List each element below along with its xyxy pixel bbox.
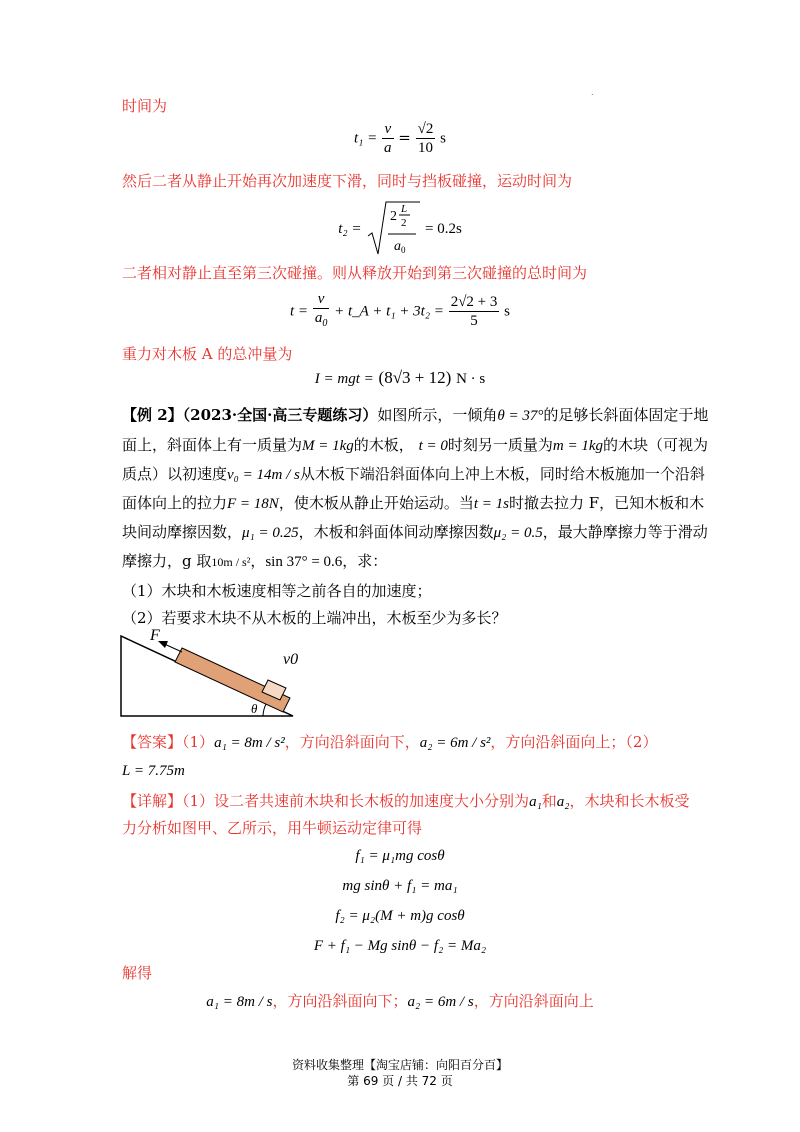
example-line-4: 面体向上的拉力F = 18N，使木板从静止开始运动。当t = 1s时撤去拉力 F，已知木板和木: [122, 494, 705, 512]
text-gravity-impulse: 重力对木板 A 的总冲量为: [122, 345, 293, 363]
equation-impulse: I = mgt = (8√3 + 12) N · s: [314, 368, 486, 387]
text-time-is: 时间为: [122, 97, 168, 115]
footer-page-number: 第 69 页 / 共 72 页: [347, 1074, 453, 1088]
text-then-slide: 然后二者从静止开始再次加速度下滑，同时与挡板碰撞，运动时间为: [122, 172, 573, 190]
svg-text:L: L: [401, 203, 408, 215]
svg-text:2: 2: [390, 209, 398, 224]
footer-source: 资料收集整理【淘宝店铺：向阳百分百】: [291, 1058, 508, 1072]
solution-line: a₁ = 8m / s，方向沿斜面向下；a₂ = 6m / s，方向沿斜面向上: [206, 992, 594, 1010]
equation-total-time: t = $\frac{v}{a_0}$ + t_A + t₁ + 3t₂ = $\frac{2√2 + 3}{5}$ s: [289, 291, 511, 329]
example-line-6: 摩擦力，g 取10m / s²，sin 37° = 0.6，求：: [122, 552, 388, 570]
equation-f2: f₂ = μ₂(M + m)g cosθ: [335, 908, 465, 924]
text-solve: 解得: [122, 964, 153, 982]
equation-f1: f₁ = μ₁mg cosθ: [355, 848, 445, 864]
angle-arc: [263, 704, 266, 716]
detail-line-2: 力分析如图甲、乙所示，用牛顿运动定律可得: [122, 819, 423, 837]
question-1: （1）木块和木板速度相等之前各自的加速度；: [122, 582, 432, 600]
board: [175, 648, 290, 712]
answer-line: 【答案】（1）a₁ = 8m / s²，方向沿斜面向下，a₂ = 6m / s²，方向沿斜面向上；（2）: [122, 733, 658, 751]
equation-newton-board: F + f₁ − Mg sinθ − f₂ = Ma₂: [313, 938, 487, 954]
label-theta: θ: [251, 701, 258, 716]
detail-line-1: 【详解】（1）设二者共速前木块和长木板的加速度大小分别为a₁和a₂，木块和长木板受: [122, 792, 690, 810]
equation-t2: t₂ = 2 L 2 $a_0$ = 0.2s: [0, 200, 800, 258]
sqrt-fraction: [366, 200, 420, 258]
label-v0: v0: [283, 651, 299, 668]
text-relative-rest: 二者相对静止直至第三次碰撞。则从释放开始到第三次碰撞的总时间为: [122, 264, 588, 282]
question-2: （2）若要求木块不从木板的上端冲出，木板至少为多长？: [122, 609, 507, 627]
example-line-5: 块间动摩擦因数，μ₁ = 0.25，木板和斜面体间动摩擦因数μ₂ = 0.5，最大静摩擦力等于滑动: [122, 523, 708, 541]
svg-text:2: 2: [401, 217, 407, 229]
example-line-2: 面上，斜面体上有一质量为M = 1kg的木板， t = 0时刻另一质量为m = 1kg的木块（可视为: [122, 436, 709, 454]
incline-figure: [118, 628, 302, 720]
label-F: F: [150, 628, 160, 644]
example-line-3: 质点）以初速度v₀ = 14m / s从木板下端沿斜面体向上冲上木板，同时给木板施加一个沿斜: [122, 465, 705, 483]
svg-text:a0: $a_0$: [394, 239, 406, 255]
answer-L: L = 7.75m: [122, 763, 185, 779]
equation-t1: t₁ = $\frac{v}{a}$ = $\frac{√2}{10}$ s: [353, 121, 446, 156]
equation-newton-block: mg sinθ + f₁ = ma₁: [342, 878, 458, 894]
example-line-1: 【例 2】（2023·全国·高三专题练习）如图所示，一倾角θ = 37°的足够长斜面体固定于地: [122, 406, 709, 424]
speck: .: [591, 88, 594, 97]
